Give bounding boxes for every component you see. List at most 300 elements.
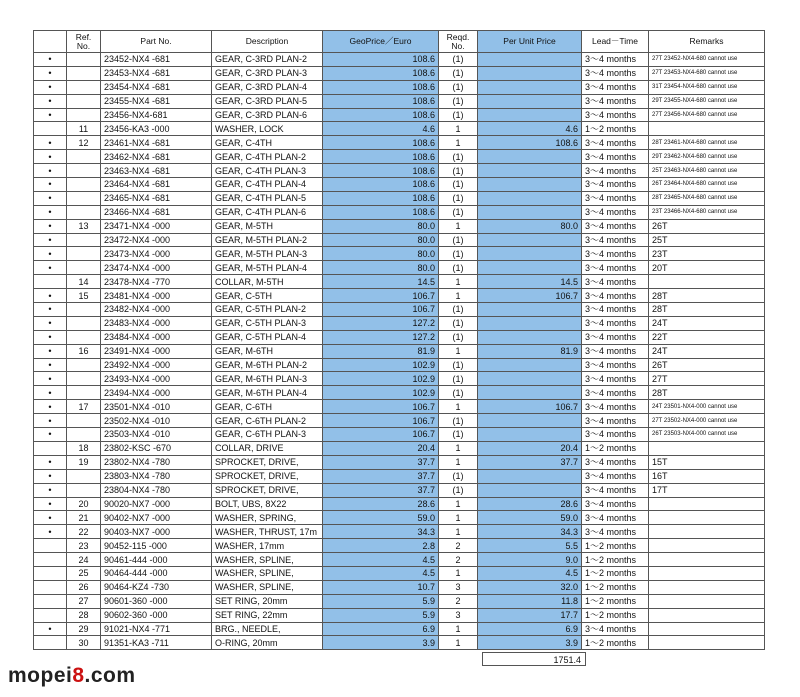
cell-remarks: 26T 23503-NX4-000 cannot use: [649, 428, 765, 442]
cell-remarks: [649, 608, 765, 622]
cell-remarks: [649, 511, 765, 525]
cell-part-no: 23483-NX4 -000: [101, 316, 212, 330]
cell-description: O-RING, 20mm: [212, 636, 323, 650]
cell-lead-time: 3～4 months: [582, 247, 649, 261]
cell-mark: •: [34, 622, 67, 636]
cell-mark: •: [34, 497, 67, 511]
cell-remarks: 26T 23464-NX4-680 cannot use: [649, 178, 765, 192]
cell-lead-time: 3～4 months: [582, 400, 649, 414]
header-lead-time: Lead－Time: [582, 31, 649, 53]
cell-lead-time: 3～4 months: [582, 233, 649, 247]
cell-geoprice: 127.2: [323, 330, 439, 344]
cell-remarks: 29T 23462-NX4-680 cannot use: [649, 150, 765, 164]
cell-ref-no: 26: [67, 580, 101, 594]
cell-part-no: 90602-360 -000: [101, 608, 212, 622]
cell-per-unit-price: 108.6: [478, 136, 582, 150]
cell-lead-time: 3～4 months: [582, 164, 649, 178]
cell-geoprice: 59.0: [323, 511, 439, 525]
table-row: [34, 580, 765, 594]
cell-remarks: 17T: [649, 483, 765, 497]
cell-description: WASHER, SPLINE,: [212, 566, 323, 580]
cell-geoprice: 5.9: [323, 594, 439, 608]
cell-per-unit-price: [478, 483, 582, 497]
cell-part-no: 23481-NX4 -000: [101, 289, 212, 303]
cell-remarks: [649, 566, 765, 580]
cell-part-no: 90403-NX7 -000: [101, 525, 212, 539]
cell-geoprice: 37.7: [323, 483, 439, 497]
cell-remarks: 26T: [649, 358, 765, 372]
cell-description: GEAR, C-6TH: [212, 400, 323, 414]
cell-reqd-no: (1): [439, 330, 478, 344]
cell-per-unit-price: [478, 428, 582, 442]
header-description: Description: [212, 31, 323, 53]
cell-part-no: 23478-NX4 -770: [101, 275, 212, 289]
cell-description: SPROCKET, DRIVE,: [212, 455, 323, 469]
cell-part-no: 23456-NX4-681: [101, 108, 212, 122]
cell-part-no: 23456-KA3 -000: [101, 122, 212, 136]
table-row: [34, 608, 765, 622]
table-row: [34, 622, 765, 636]
cell-geoprice: 3.9: [323, 636, 439, 650]
cell-geoprice: 108.6: [323, 66, 439, 80]
cell-reqd-no: 1: [439, 275, 478, 289]
cell-reqd-no: (1): [439, 316, 478, 330]
header-part-no: Part No.: [101, 31, 212, 53]
cell-mark: •: [34, 53, 67, 67]
cell-reqd-no: 1: [439, 455, 478, 469]
cell-ref-no: [67, 483, 101, 497]
cell-remarks: [649, 441, 765, 455]
cell-ref-no: 14: [67, 275, 101, 289]
cell-part-no: 23484-NX4 -000: [101, 330, 212, 344]
cell-description: GEAR, C-5TH PLAN-2: [212, 303, 323, 317]
cell-mark: [34, 539, 67, 553]
cell-mark: •: [34, 205, 67, 219]
cell-per-unit-price: [478, 164, 582, 178]
table-row: [34, 566, 765, 580]
cell-per-unit-price: [478, 303, 582, 317]
cell-reqd-no: 1: [439, 289, 478, 303]
cell-ref-no: [67, 261, 101, 275]
cell-per-unit-price: 34.3: [478, 525, 582, 539]
cell-remarks: 24T: [649, 344, 765, 358]
cell-per-unit-price: 6.9: [478, 622, 582, 636]
table-row: [34, 53, 765, 67]
cell-description: GEAR, M-6TH PLAN-2: [212, 358, 323, 372]
cell-part-no: 23464-NX4 -681: [101, 178, 212, 192]
cell-description: WASHER, LOCK: [212, 122, 323, 136]
cell-reqd-no: (1): [439, 414, 478, 428]
table-row: [34, 122, 765, 136]
cell-remarks: 28T: [649, 386, 765, 400]
cell-part-no: 23463-NX4 -681: [101, 164, 212, 178]
cell-remarks: 24T 23501-NX4-000 cannot use: [649, 400, 765, 414]
cell-lead-time: 1～2 months: [582, 553, 649, 567]
table-row: [34, 469, 765, 483]
cell-reqd-no: (1): [439, 261, 478, 275]
cell-reqd-no: (1): [439, 469, 478, 483]
cell-reqd-no: 1: [439, 122, 478, 136]
cell-geoprice: 80.0: [323, 261, 439, 275]
table-row: [34, 428, 765, 442]
cell-mark: [34, 566, 67, 580]
cell-part-no: 23803-NX4 -780: [101, 469, 212, 483]
cell-part-no: 91351-KA3 -711: [101, 636, 212, 650]
watermark-suffix: .com: [84, 664, 136, 687]
cell-geoprice: 80.0: [323, 219, 439, 233]
cell-remarks: 27T 23456-NX4-680 cannot use: [649, 108, 765, 122]
cell-per-unit-price: 28.6: [478, 497, 582, 511]
cell-ref-no: [67, 414, 101, 428]
cell-lead-time: 1～2 months: [582, 580, 649, 594]
cell-per-unit-price: 106.7: [478, 400, 582, 414]
total-price: 1751.4: [482, 652, 586, 666]
cell-part-no: 23491-NX4 -000: [101, 344, 212, 358]
cell-ref-no: [67, 53, 101, 67]
cell-per-unit-price: [478, 372, 582, 386]
cell-description: SPROCKET, DRIVE,: [212, 469, 323, 483]
cell-remarks: [649, 275, 765, 289]
cell-lead-time: 3～4 months: [582, 136, 649, 150]
cell-ref-no: 18: [67, 441, 101, 455]
cell-reqd-no: (1): [439, 483, 478, 497]
cell-lead-time: 3～4 months: [582, 108, 649, 122]
cell-per-unit-price: 37.7: [478, 455, 582, 469]
cell-remarks: 29T 23455-NX4-680 cannot use: [649, 94, 765, 108]
cell-mark: •: [34, 344, 67, 358]
cell-per-unit-price: 32.0: [478, 580, 582, 594]
cell-per-unit-price: [478, 247, 582, 261]
cell-mark: [34, 608, 67, 622]
cell-mark: •: [34, 219, 67, 233]
cell-reqd-no: 2: [439, 539, 478, 553]
cell-part-no: 90464-KZ4 -730: [101, 580, 212, 594]
cell-part-no: 23455-NX4 -681: [101, 94, 212, 108]
cell-remarks: [649, 580, 765, 594]
cell-reqd-no: (1): [439, 205, 478, 219]
header-per-unit-price: Per Unit Price: [478, 31, 582, 53]
cell-part-no: 23482-NX4 -000: [101, 303, 212, 317]
cell-ref-no: 22: [67, 525, 101, 539]
cell-reqd-no: (1): [439, 233, 478, 247]
cell-part-no: 23471-NX4 -000: [101, 219, 212, 233]
cell-ref-no: 30: [67, 636, 101, 650]
cell-part-no: 23452-NX4 -681: [101, 53, 212, 67]
cell-reqd-no: 1: [439, 566, 478, 580]
table-row: [34, 275, 765, 289]
cell-description: GEAR, C-4TH PLAN-5: [212, 191, 323, 205]
cell-mark: •: [34, 372, 67, 386]
cell-mark: [34, 553, 67, 567]
cell-description: SET RING, 20mm: [212, 594, 323, 608]
cell-remarks: 31T 23454-NX4-680 cannot use: [649, 80, 765, 94]
cell-lead-time: 3～4 months: [582, 344, 649, 358]
cell-per-unit-price: [478, 233, 582, 247]
cell-lead-time: 3～4 months: [582, 289, 649, 303]
cell-part-no: 23462-NX4 -681: [101, 150, 212, 164]
cell-mark: •: [34, 164, 67, 178]
cell-mark: [34, 636, 67, 650]
cell-mark: •: [34, 483, 67, 497]
cell-description: GEAR, C-4TH PLAN-3: [212, 164, 323, 178]
cell-part-no: 23804-NX4 -780: [101, 483, 212, 497]
cell-ref-no: [67, 428, 101, 442]
header-mark: [34, 31, 67, 53]
cell-geoprice: 81.9: [323, 344, 439, 358]
cell-mark: [34, 122, 67, 136]
cell-geoprice: 5.9: [323, 608, 439, 622]
cell-remarks: 23T 23466-NX4-680 cannot use: [649, 205, 765, 219]
cell-part-no: 23502-NX4 -010: [101, 414, 212, 428]
cell-description: GEAR, M-6TH PLAN-4: [212, 386, 323, 400]
cell-lead-time: 1～2 months: [582, 608, 649, 622]
cell-per-unit-price: [478, 330, 582, 344]
cell-ref-no: 29: [67, 622, 101, 636]
cell-mark: •: [34, 316, 67, 330]
cell-reqd-no: (1): [439, 191, 478, 205]
table-row: [34, 636, 765, 650]
cell-geoprice: 127.2: [323, 316, 439, 330]
cell-ref-no: [67, 469, 101, 483]
cell-geoprice: 80.0: [323, 247, 439, 261]
parts-price-table: [33, 30, 765, 650]
cell-lead-time: 1～2 months: [582, 636, 649, 650]
cell-lead-time: 3～4 months: [582, 386, 649, 400]
cell-ref-no: [67, 150, 101, 164]
cell-description: GEAR, C-4TH PLAN-6: [212, 205, 323, 219]
cell-description: SET RING, 22mm: [212, 608, 323, 622]
cell-per-unit-price: [478, 261, 582, 275]
cell-remarks: [649, 636, 765, 650]
cell-remarks: 16T: [649, 469, 765, 483]
cell-per-unit-price: 4.6: [478, 122, 582, 136]
table-row: [34, 289, 765, 303]
cell-part-no: 23492-NX4 -000: [101, 358, 212, 372]
cell-ref-no: [67, 358, 101, 372]
table-row: [34, 511, 765, 525]
cell-ref-no: [67, 372, 101, 386]
cell-reqd-no: 3: [439, 580, 478, 594]
cell-description: GEAR, C-4TH: [212, 136, 323, 150]
cell-lead-time: 3～4 months: [582, 53, 649, 67]
cell-mark: •: [34, 525, 67, 539]
table-row: [34, 108, 765, 122]
cell-part-no: 23472-NX4 -000: [101, 233, 212, 247]
table-row: [34, 150, 765, 164]
header-reqd-no: Reqd. No.: [439, 31, 478, 53]
cell-ref-no: [67, 66, 101, 80]
cell-geoprice: 108.6: [323, 108, 439, 122]
cell-geoprice: 106.7: [323, 414, 439, 428]
cell-mark: •: [34, 358, 67, 372]
table-row: [34, 191, 765, 205]
cell-per-unit-price: [478, 205, 582, 219]
cell-per-unit-price: [478, 414, 582, 428]
cell-ref-no: 11: [67, 122, 101, 136]
cell-geoprice: 108.6: [323, 53, 439, 67]
cell-geoprice: 2.8: [323, 539, 439, 553]
cell-description: WASHER, SPLINE,: [212, 553, 323, 567]
cell-geoprice: 108.6: [323, 94, 439, 108]
cell-per-unit-price: 59.0: [478, 511, 582, 525]
cell-per-unit-price: 20.4: [478, 441, 582, 455]
cell-ref-no: 21: [67, 511, 101, 525]
cell-mark: •: [34, 191, 67, 205]
cell-lead-time: 3～4 months: [582, 94, 649, 108]
cell-mark: •: [34, 428, 67, 442]
cell-remarks: 15T: [649, 455, 765, 469]
cell-geoprice: 108.6: [323, 80, 439, 94]
table-header-row: [34, 31, 765, 53]
cell-description: GEAR, M-5TH: [212, 219, 323, 233]
cell-per-unit-price: [478, 191, 582, 205]
table-row: [34, 219, 765, 233]
cell-part-no: 91021-NX4 -771: [101, 622, 212, 636]
table-row: [34, 483, 765, 497]
cell-part-no: 90402-NX7 -000: [101, 511, 212, 525]
cell-part-no: 23503-NX4 -010: [101, 428, 212, 442]
cell-reqd-no: (1): [439, 164, 478, 178]
cell-lead-time: 3～4 months: [582, 358, 649, 372]
cell-geoprice: 37.7: [323, 455, 439, 469]
cell-ref-no: [67, 233, 101, 247]
cell-mark: •: [34, 330, 67, 344]
cell-reqd-no: (1): [439, 372, 478, 386]
cell-reqd-no: (1): [439, 247, 478, 261]
cell-per-unit-price: [478, 386, 582, 400]
cell-ref-no: [67, 303, 101, 317]
watermark-logo: [8, 664, 136, 688]
cell-geoprice: 34.3: [323, 525, 439, 539]
cell-ref-no: [67, 205, 101, 219]
cell-part-no: 23494-NX4 -000: [101, 386, 212, 400]
cell-ref-no: 13: [67, 219, 101, 233]
cell-geoprice: 108.6: [323, 178, 439, 192]
cell-mark: •: [34, 414, 67, 428]
cell-ref-no: [67, 191, 101, 205]
cell-description: COLLAR, M-5TH: [212, 275, 323, 289]
cell-remarks: 28T: [649, 289, 765, 303]
cell-part-no: 23461-NX4 -681: [101, 136, 212, 150]
table-row: [34, 525, 765, 539]
table-row: [34, 455, 765, 469]
cell-remarks: 26T: [649, 219, 765, 233]
cell-part-no: 23501-NX4 -010: [101, 400, 212, 414]
cell-lead-time: 3～4 months: [582, 275, 649, 289]
cell-remarks: [649, 594, 765, 608]
cell-per-unit-price: [478, 66, 582, 80]
cell-lead-time: 3～4 months: [582, 219, 649, 233]
cell-geoprice: 102.9: [323, 372, 439, 386]
cell-reqd-no: 1: [439, 136, 478, 150]
cell-reqd-no: 1: [439, 525, 478, 539]
table-row: [34, 594, 765, 608]
cell-lead-time: 1～2 months: [582, 122, 649, 136]
cell-mark: [34, 275, 67, 289]
cell-reqd-no: (1): [439, 53, 478, 67]
cell-mark: •: [34, 247, 67, 261]
cell-description: GEAR, C-3RD PLAN-4: [212, 80, 323, 94]
cell-reqd-no: 3: [439, 608, 478, 622]
cell-mark: •: [34, 178, 67, 192]
cell-geoprice: 20.4: [323, 441, 439, 455]
cell-mark: •: [34, 108, 67, 122]
cell-per-unit-price: [478, 150, 582, 164]
cell-per-unit-price: [478, 469, 582, 483]
table-row: [34, 247, 765, 261]
cell-per-unit-price: 14.5: [478, 275, 582, 289]
cell-description: WASHER, 17mm: [212, 539, 323, 553]
cell-per-unit-price: 11.8: [478, 594, 582, 608]
cell-per-unit-price: 106.7: [478, 289, 582, 303]
cell-geoprice: 28.6: [323, 497, 439, 511]
cell-geoprice: 4.6: [323, 122, 439, 136]
cell-reqd-no: 1: [439, 622, 478, 636]
cell-description: GEAR, C-5TH PLAN-4: [212, 330, 323, 344]
table-row: [34, 539, 765, 553]
table-row: [34, 372, 765, 386]
cell-part-no: 90601-360 -000: [101, 594, 212, 608]
cell-remarks: 27T 23453-NX4-680 cannot use: [649, 66, 765, 80]
cell-description: WASHER, SPLINE,: [212, 580, 323, 594]
cell-per-unit-price: [478, 108, 582, 122]
cell-ref-no: [67, 386, 101, 400]
cell-geoprice: 108.6: [323, 191, 439, 205]
cell-per-unit-price: [478, 53, 582, 67]
cell-lead-time: 3～4 months: [582, 80, 649, 94]
table-row: [34, 80, 765, 94]
cell-remarks: 23T: [649, 247, 765, 261]
cell-remarks: [649, 622, 765, 636]
cell-geoprice: 102.9: [323, 386, 439, 400]
cell-per-unit-price: [478, 316, 582, 330]
cell-remarks: 27T 23452-NX4-680 cannot use: [649, 53, 765, 67]
cell-mark: •: [34, 66, 67, 80]
cell-remarks: 28T 23465-NX4-680 cannot use: [649, 191, 765, 205]
table-row: [34, 136, 765, 150]
cell-remarks: 27T 23502-NX4-000 cannot use: [649, 414, 765, 428]
cell-mark: [34, 580, 67, 594]
cell-geoprice: 106.7: [323, 289, 439, 303]
cell-lead-time: 3～4 months: [582, 525, 649, 539]
cell-lead-time: 3～4 months: [582, 511, 649, 525]
cell-description: GEAR, M-5TH PLAN-2: [212, 233, 323, 247]
cell-geoprice: 106.7: [323, 303, 439, 317]
cell-remarks: 27T: [649, 372, 765, 386]
cell-lead-time: 3～4 months: [582, 483, 649, 497]
cell-ref-no: 17: [67, 400, 101, 414]
cell-mark: •: [34, 289, 67, 303]
cell-ref-no: 16: [67, 344, 101, 358]
table-row: [34, 316, 765, 330]
header-geoprice: GeoPrice／Euro: [323, 31, 439, 53]
cell-description: GEAR, M-5TH PLAN-3: [212, 247, 323, 261]
table-row: [34, 94, 765, 108]
cell-reqd-no: (1): [439, 358, 478, 372]
cell-description: GEAR, C-5TH: [212, 289, 323, 303]
header-ref-no: Ref. No.: [67, 31, 101, 53]
cell-per-unit-price: [478, 178, 582, 192]
cell-remarks: [649, 497, 765, 511]
cell-per-unit-price: 80.0: [478, 219, 582, 233]
cell-ref-no: [67, 330, 101, 344]
cell-mark: [34, 441, 67, 455]
watermark-text: mopei: [8, 664, 73, 687]
cell-description: WASHER, THRUST, 17m: [212, 525, 323, 539]
cell-geoprice: 102.9: [323, 358, 439, 372]
table-row: [34, 553, 765, 567]
table-row: [34, 386, 765, 400]
